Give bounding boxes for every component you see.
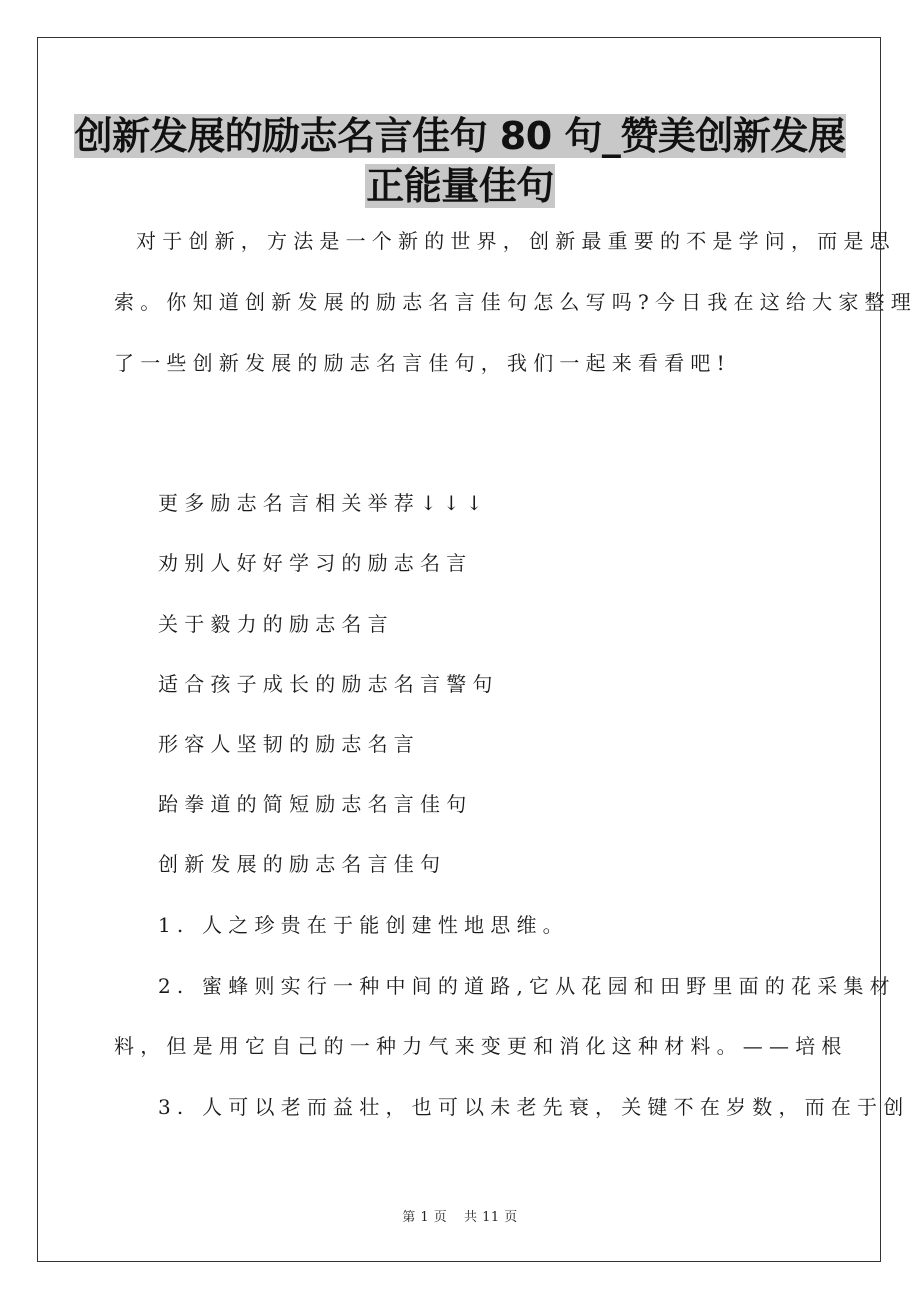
- section-heading: 创新发展的励志名言佳句: [158, 852, 447, 876]
- intro-line-3: 了一些创新发展的励志名言佳句，我们一起来看看吧!: [114, 351, 731, 375]
- quote-3-line-1: 3. 人可以老而益壮，也可以未老先衰，关键不在岁数，而在于创: [158, 1095, 910, 1119]
- intro-line-1: 对于创新，方法是一个新的世界，创新最重要的不是学问，而是思: [136, 229, 896, 253]
- related-link[interactable]: 关于毅力的励志名言: [158, 612, 394, 636]
- page-count: 共 11 页: [463, 1210, 518, 1225]
- quote-1-line-1: 1. 人之珍贵在于能创建性地思维。: [158, 913, 569, 937]
- title-line-2: 正能量佳句: [366, 164, 554, 208]
- quote-2-line-1: 2. 蜜蜂则实行一种中间的道路,它从花园和田野里面的花采集材: [158, 974, 896, 998]
- page-number: 第 1 页: [402, 1210, 448, 1225]
- related-header: 更多励志名言相关举荐↓↓↓: [158, 491, 489, 515]
- page-border: [37, 37, 881, 1262]
- page-footer: [0, 1206, 920, 1225]
- title-line-1: 创新发展的励志名言佳句 80 句_赞美创新发展: [74, 114, 846, 158]
- intro-line-2: 索。你知道创新发展的励志名言佳句怎么写吗?今日我在这给大家整理: [114, 290, 917, 314]
- quote-2-line-2: 料，但是用它自己的一种力气来变更和消化这种材料。——培根: [114, 1034, 848, 1058]
- related-link[interactable]: 劝别人好好学习的励志名言: [158, 551, 473, 575]
- related-link[interactable]: 适合孩子成长的励志名言警句: [158, 672, 499, 696]
- related-link[interactable]: 跆拳道的简短励志名言佳句: [158, 792, 473, 816]
- related-link[interactable]: 形容人坚韧的励志名言: [158, 732, 420, 756]
- page-title: [0, 112, 920, 212]
